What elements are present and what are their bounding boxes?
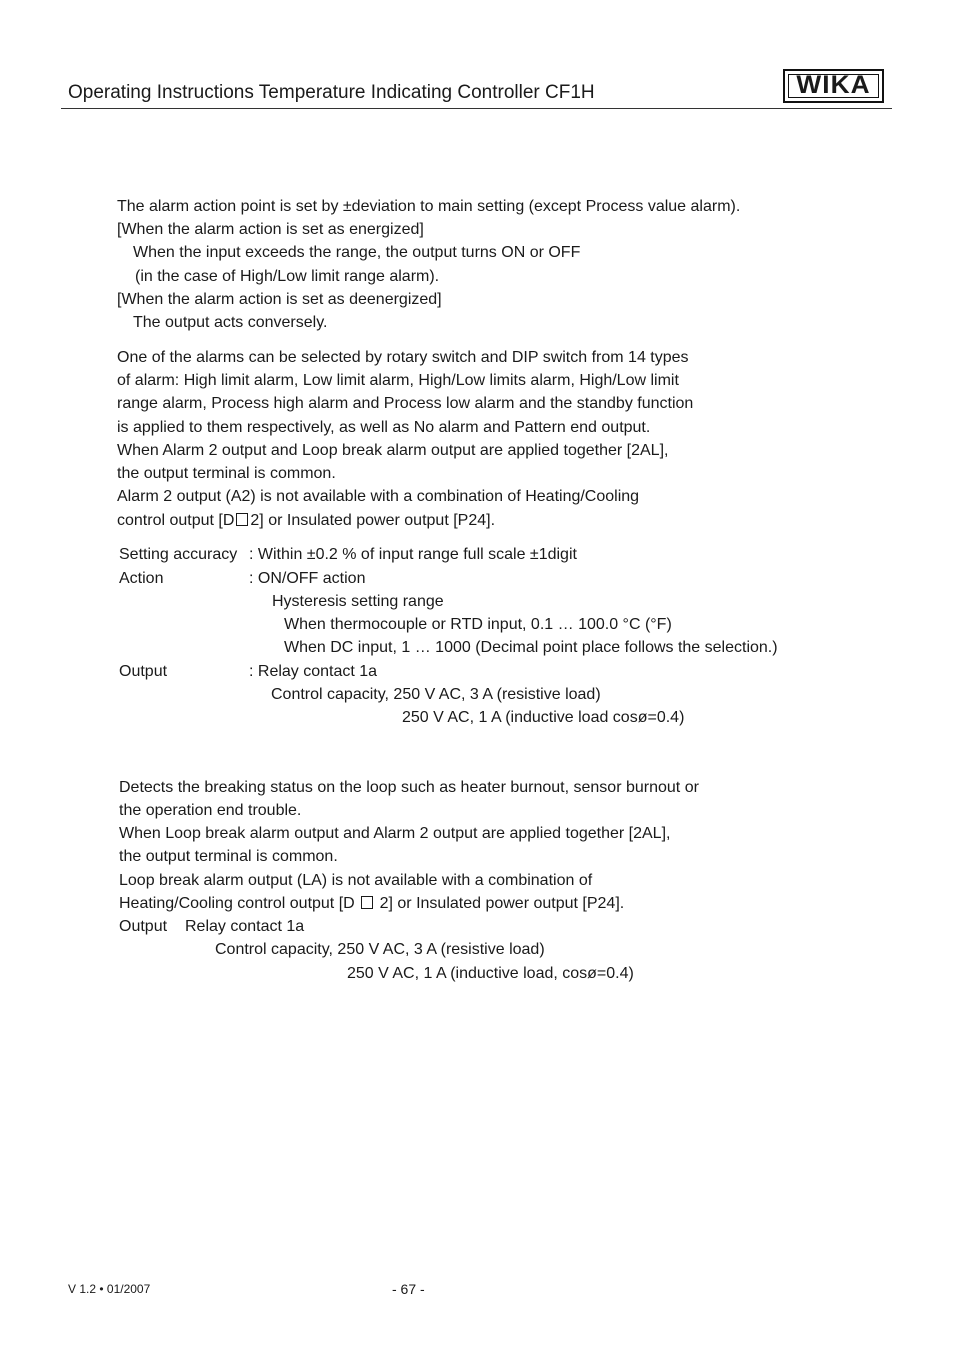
- loop-break-text-line: the output terminal is common.: [119, 848, 338, 865]
- loop-break-text-part: 2] or Insulated power output [P24].: [379, 895, 625, 912]
- alarm-text-line: The alarm action point is set by ±deviation to main setting (except Process value alarm).: [117, 198, 741, 215]
- alarm-text-line: the output terminal is common.: [117, 465, 336, 482]
- spec-value: : ON/OFF action: [249, 570, 366, 587]
- spec-label: Output: [119, 663, 168, 680]
- spec-value: 250 V AC, 1 A (inductive load, cosø=0.4): [347, 965, 634, 982]
- placeholder-box-icon: [361, 896, 373, 909]
- spec-value: When DC input, 1 … 1000 (Decimal point place follows the selection.): [284, 639, 778, 656]
- document-title: Operating Instructions Temperature Indicating Controller CF1H: [68, 82, 595, 103]
- wika-logo: [783, 69, 884, 103]
- spec-label: Setting accuracy: [119, 546, 238, 563]
- loop-break-text-line: Detects the breaking status on the loop such as heater burnout, sensor burnout or: [119, 779, 699, 796]
- alarm-text-line: [When the alarm action is set as energized]: [117, 221, 424, 238]
- alarm-text-line: [117, 511, 495, 531]
- spec-label: Output: [119, 918, 168, 935]
- spec-value: 250 V AC, 1 A (inductive load cosø=0.4): [402, 709, 685, 726]
- loop-break-text-line: the operation end trouble.: [119, 802, 302, 819]
- spec-value: Control capacity, 250 V AC, 3 A (resistive load): [215, 941, 545, 958]
- alarm-text-line: (in the case of High/Low limit range alarm).: [135, 268, 440, 285]
- alarm-text-line: range alarm, Process high alarm and Process low alarm and the standby function: [117, 395, 694, 412]
- loop-break-text-part: Heating/Cooling control output [D: [119, 895, 355, 912]
- alarm-text-part: 2] or Insulated power output [P24].: [250, 512, 496, 529]
- loop-break-text-line: Loop break alarm output (LA) is not available with a combination of: [119, 872, 593, 889]
- loop-break-text-line: When Loop break alarm output and Alarm 2 output are applied together [2AL],: [119, 825, 671, 842]
- spec-value: Relay contact 1a: [185, 918, 305, 935]
- alarm-text-line: [When the alarm action is set as deenergized]: [117, 291, 442, 308]
- loop-break-text-line: [119, 894, 624, 914]
- alarm-text-line: Alarm 2 output (A2) is not available with a combination of Heating/Cooling: [117, 488, 640, 505]
- logo-text: WIKA: [796, 71, 871, 99]
- placeholder-box-icon: [236, 513, 248, 526]
- spec-value: When thermocouple or RTD input, 0.1 … 100.0 °C (°F): [284, 616, 672, 633]
- header-divider: [61, 108, 892, 109]
- alarm-text-part: control output [D: [117, 512, 235, 529]
- alarm-text-line: is applied to them respectively, as well as No alarm and Pattern end output.: [117, 419, 651, 436]
- spec-value: : Within ±0.2 % of input range full scale ±1digit: [249, 546, 577, 563]
- page-number: - 67 -: [392, 1281, 425, 1297]
- spec-value: : Relay contact 1a: [249, 663, 378, 680]
- alarm-text-line: One of the alarms can be selected by rotary switch and DIP switch from 14 types: [117, 349, 689, 366]
- spec-label: Action: [119, 570, 164, 587]
- alarm-text-line: When the input exceeds the range, the output turns ON or OFF: [133, 244, 581, 261]
- alarm-text-line: The output acts conversely.: [133, 314, 328, 331]
- version-label: V 1.2 • 01/2007: [68, 1282, 151, 1296]
- alarm-text-line: of alarm: High limit alarm, Low limit alarm, High/Low limits alarm, High/Low limit: [117, 372, 679, 389]
- spec-value: Control capacity, 250 V AC, 3 A (resistive load): [271, 686, 601, 703]
- spec-value: Hysteresis setting range: [272, 593, 444, 610]
- alarm-text-line: When Alarm 2 output and Loop break alarm output are applied together [2AL],: [117, 442, 669, 459]
